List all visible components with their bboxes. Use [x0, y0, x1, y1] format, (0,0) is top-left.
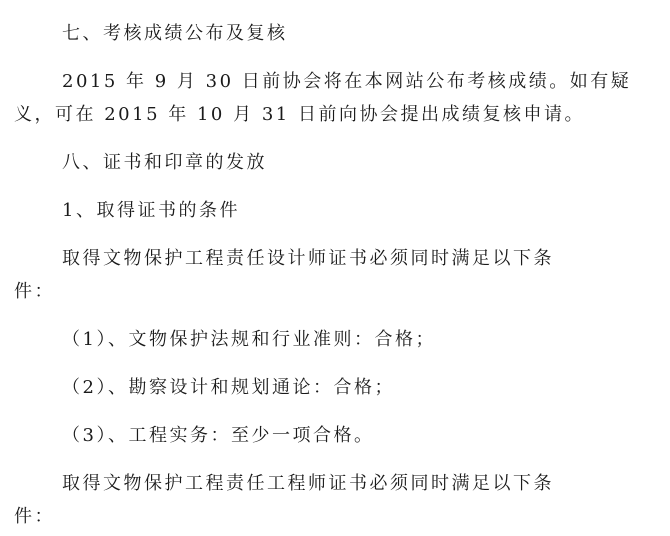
text-line: 2015 年 9 月 30 日前协会将在本网站公布考核成绩。如有疑: [62, 71, 632, 92]
text-line: 七、考核成绩公布及复核: [62, 23, 288, 44]
text-line: （3）、工程实务：至少一项合格。: [62, 425, 375, 446]
section-heading-8: [14, 146, 664, 179]
text-line: 八、证书和印章的发放: [62, 152, 267, 173]
text-line: （1）、文物保护法规和行业准则：合格；: [62, 329, 436, 350]
text-line: 义，可在 2015 年 10 月 31 日前向协会提出成绩复核申请。: [14, 104, 585, 125]
text-line: 件：: [14, 281, 55, 302]
text-line: 件：: [14, 506, 55, 527]
subsection-heading-1: [14, 194, 664, 227]
condition-item-2: [14, 371, 664, 404]
text-line: 取得文物保护工程责任设计师证书必须同时满足以下条: [62, 248, 554, 269]
document-body: [14, 17, 664, 533]
condition-item-3: [14, 419, 664, 452]
section-heading-7: [14, 17, 664, 50]
paragraph-score-publication: [14, 65, 664, 131]
condition-item-1: [14, 323, 664, 356]
text-line: 1、取得证书的条件: [62, 200, 240, 221]
paragraph-designer-certificate-conditions: [14, 242, 664, 308]
text-line: 取得文物保护工程责任工程师证书必须同时满足以下条: [62, 473, 554, 494]
text-line: （2）、勘察设计和规划通论：合格；: [62, 377, 395, 398]
paragraph-engineer-certificate-conditions: [14, 467, 664, 533]
